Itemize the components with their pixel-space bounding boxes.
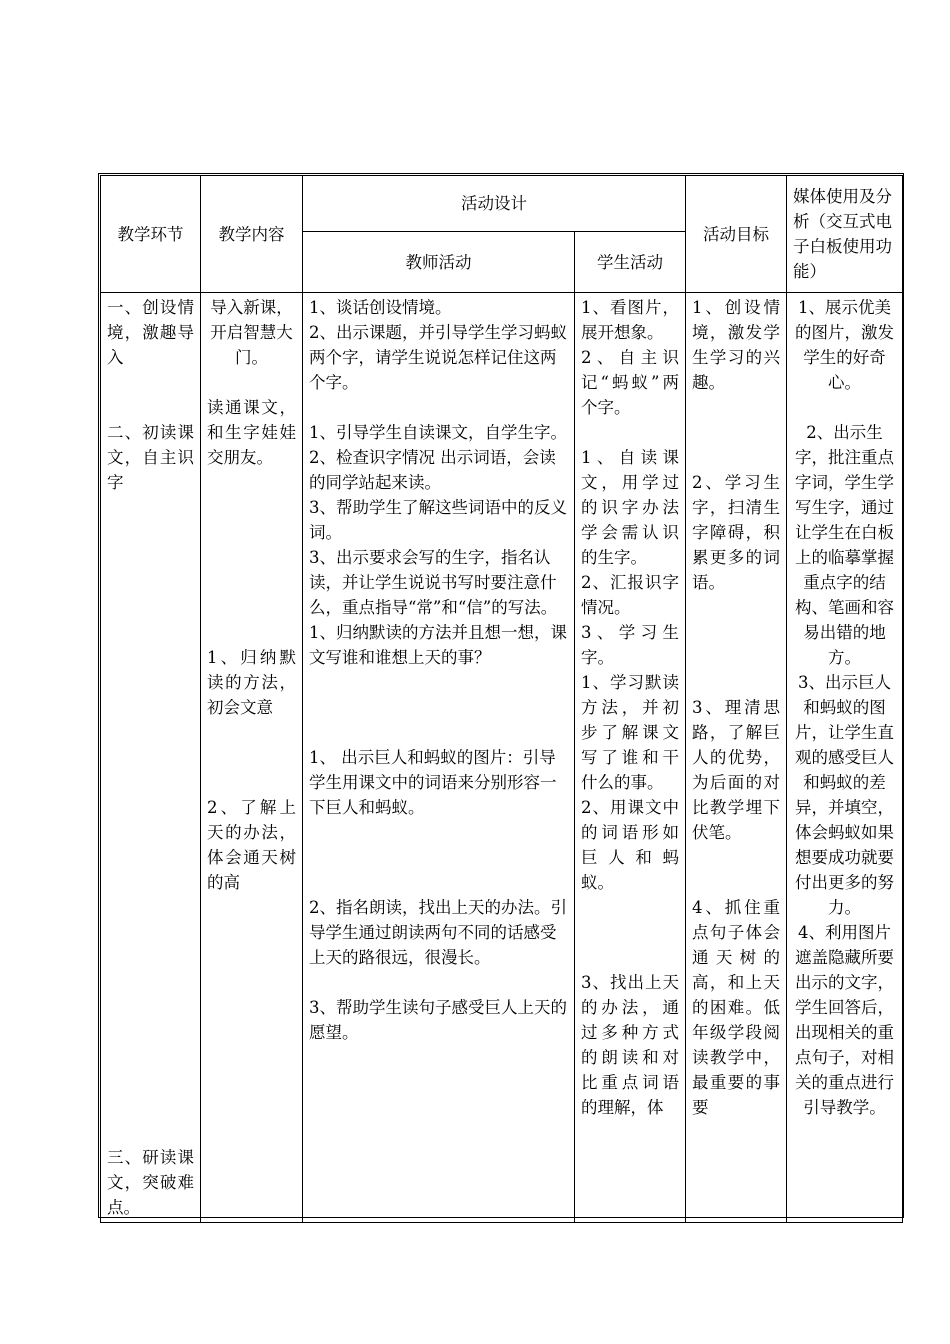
header-student: 学生活动 bbox=[575, 232, 686, 293]
student-2: 2、自主识记“蚂蚁”两个字。 bbox=[581, 348, 679, 417]
stage-1: 一、创设情境，激趣导入 bbox=[107, 298, 194, 367]
header-content: 教学内容 bbox=[201, 176, 303, 293]
student-6: 1、学习默读方法，并初步了解课文写了谁和干什么的事。 bbox=[581, 673, 679, 792]
teacher-6: 3、出示要求会写的生字，指名认读，并让学生说说书写时要注意什么，重点指导“常”和“信”的写法。 bbox=[309, 548, 558, 617]
teacher-8: 1、 出示巨人和蚂蚁的图片：引导学生用课文中的词语来分别形容一下巨人和蚂蚁。 bbox=[309, 748, 557, 817]
media-1: 1、展示优美的图片，激发学生的好奇心。 bbox=[795, 298, 894, 392]
lesson-plan-table bbox=[100, 175, 903, 1223]
student-3: 1、自读课文，用学过的识字办法学会需认识的生字。 bbox=[581, 448, 679, 567]
teacher-4: 2、检查识字情况 出示词语，会读的同学站起来读。 bbox=[309, 448, 556, 492]
header-stage: 教学环节 bbox=[101, 176, 201, 293]
student-5: 3、学习生字。 bbox=[581, 623, 679, 667]
teacher-7: 1、归纳默读的方法并且想一想，课文写谁和谁想上天的事？ bbox=[309, 623, 567, 667]
header-teacher: 教师活动 bbox=[303, 232, 575, 293]
header-goal: 活动目标 bbox=[686, 176, 787, 293]
student-7: 2、用课文中的词语形如巨人和蚂蚁。 bbox=[581, 798, 679, 892]
student-8: 3、找出上天的办法，通过多种方式的朗读和对比重点词语的理解，体 bbox=[581, 973, 679, 1117]
content-2: 读通课文，和生字娃娃交朋友。 bbox=[207, 398, 296, 467]
teacher-9: 2、指名朗读，找出上天的办法。引导学生通过朗读两句不同的话感受上天的路很远，很漫长。 bbox=[309, 898, 567, 967]
goal-1: 1、创设情境，激发学生学习的兴趣。 bbox=[692, 298, 780, 392]
media-4: 4、利用图片遮盖隐藏所要出示的文字，学生回答后，出现相关的重点句子，对相关的重点进行引导教学。 bbox=[795, 923, 894, 1117]
media-column bbox=[787, 293, 903, 1223]
teacher-10: 3、帮助学生读句子感受巨人上天的愿望。 bbox=[309, 998, 567, 1042]
goal-3: 3、理清思路，了解巨人的优势，为后面的对比教学埋下伏笔。 bbox=[692, 698, 780, 842]
goal-2: 2、学习生字，扫清生字障碍，积累更多的词语。 bbox=[692, 473, 780, 592]
student-4: 2、汇报识字情况。 bbox=[581, 573, 679, 617]
goal-4: 4、抓住重点句子体会通天树的高，和上天的困难。低年级学段阅读教学中，最重要的事要 bbox=[692, 898, 780, 1117]
teacher-3: 1、引导学生自读课文，自学生字。 bbox=[309, 423, 567, 442]
student-column bbox=[575, 293, 686, 1223]
content-column bbox=[201, 293, 303, 1223]
teacher-2: 2、出示课题，并引导学生学习蚂蚁两个字，请学生说说怎样记住这两个字。 bbox=[309, 323, 567, 392]
teacher-column bbox=[303, 293, 575, 1223]
header-activity-design: 活动设计 bbox=[303, 176, 686, 232]
teacher-1: 1、谈话创设情境。 bbox=[309, 298, 452, 317]
content-3: 1、归纳默读的方法，初会文意 bbox=[207, 648, 296, 717]
goal-column bbox=[686, 293, 787, 1223]
stage-2: 二、初读课文，自主识字 bbox=[107, 423, 194, 492]
media-3: 3、出示巨人和蚂蚁的图片，让学生直观的感受巨人和蚂蚁的差异，并填空，体会蚂蚁如果想要成功就要付出更多的努力。 bbox=[795, 673, 894, 917]
content-4: 2、了解上天的办法，体会通天树的高 bbox=[207, 798, 296, 892]
student-1: 1、看图片，展开想象。 bbox=[581, 298, 679, 342]
media-2: 2、出示生字，批注重点字词，学生学写生字，通过让学生在白板上的临摹掌握重点字的结构、笔画和容易出错的地方。 bbox=[795, 423, 894, 667]
content-1: 导入新课，开启智慧大门。 bbox=[210, 298, 293, 367]
stage-3: 三、研读课文，突破难点。 bbox=[107, 1148, 194, 1217]
teacher-5: 3、帮助学生了解这些词语中的反义词。 bbox=[309, 498, 567, 542]
stage-column bbox=[101, 293, 201, 1223]
header-media: 媒体使用及分析（交互式电子白板使用功能） bbox=[787, 176, 903, 293]
